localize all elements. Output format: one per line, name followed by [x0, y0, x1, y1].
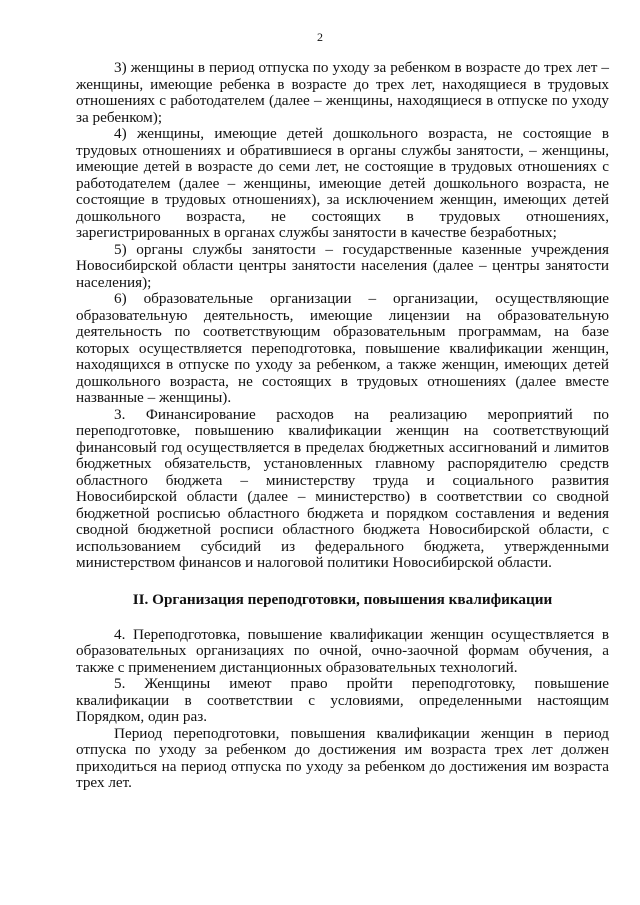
paragraph-clause-4: 4. Переподготовка, повышение квалификации женщин осуществляется в образовательных организациях по очной, очно-заочной формам обучения, а также с применением дистанционных образовательных технологий. — [76, 625, 609, 676]
paragraph-item-5: 5) органы службы занятости – государственные казенные учреждения Новосибирской области центры занятости населения (далее – центры занятости населения); — [76, 240, 609, 291]
document-body — [76, 60, 609, 792]
paragraph-period: Период переподготовки, повышения квалификации женщин в период отпуска по уходу за ребенком до достижения им возраста трех лет должен приходиться на период отпуска по уходу за ребенком до достижения им возраста трех лет. — [76, 724, 609, 791]
paragraph-item-4: 4) женщины, имеющие детей дошкольного возраста, не состоящие в трудовых отношениях и обратившиеся в органы службы занятости, – женщины, имеющие детей в возрасте до семи лет, не состоящие в трудовых отношениях с работодателем (далее – женщины, имеющие детей дошкольного возраста, не состоящие в трудовых отношениях), за исключением женщин, имеющих детей дошкольного возраста, не состоящих в трудовых отношениях, зарегистрированных в органах службы занятости в качестве безработных; — [76, 125, 609, 241]
paragraph-clause-5: 5. Женщины имеют право пройти переподготовку, повышение квалификации в соответствии с условиями, определенными настоящим Порядком, один раз. — [76, 675, 609, 725]
section-heading: II. Организация переподготовки, повышения квалификации — [132, 590, 553, 608]
page-number: 2 — [317, 30, 323, 44]
paragraph-item-3: 3) женщины в период отпуска по уходу за ребенком в возрасте до трех лет – женщины, имеющие ребенка в возрасте до трех лет, находящиеся в трудовых отношениях с работодателем (далее – женщины, находящиеся в отпуске по уходу за ребенком); — [76, 59, 609, 126]
paragraph-item-6: 6) образовательные организации – организации, осуществляющие образовательную деятельность, имеющие лицензии на образовательную деятельность по соответствующим образовательным программам, на базе которых осуществляется переподготовка, повышение квалификации женщин, находящихся в отпуске по уходу за ребенком, а также женщин, имеющих детей дошкольного возраста, не состоящих в трудовых отношениях (далее вместе названные – женщины). — [76, 290, 609, 406]
paragraph-clause-3: 3. Финансирование расходов на реализацию мероприятий по переподготовке, повышению квалификации женщин на соответствующий финансовый год осуществляется в пределах бюджетных ассигнований и лимитов бюджетных обязательств, установленных главному распорядителю средств областного бюджета – министерству труда и социального развития Новосибирской области (далее – министерство) в соответствии со сводной бюджетной росписью областного бюджета и порядком составления и ведения сводной бюджетной росписи областного бюджета Новосибирской области, с использованием субсидий из федерального бюджета, утвержденными министерством финансов и налоговой политики Новосибирской области. — [76, 405, 609, 571]
